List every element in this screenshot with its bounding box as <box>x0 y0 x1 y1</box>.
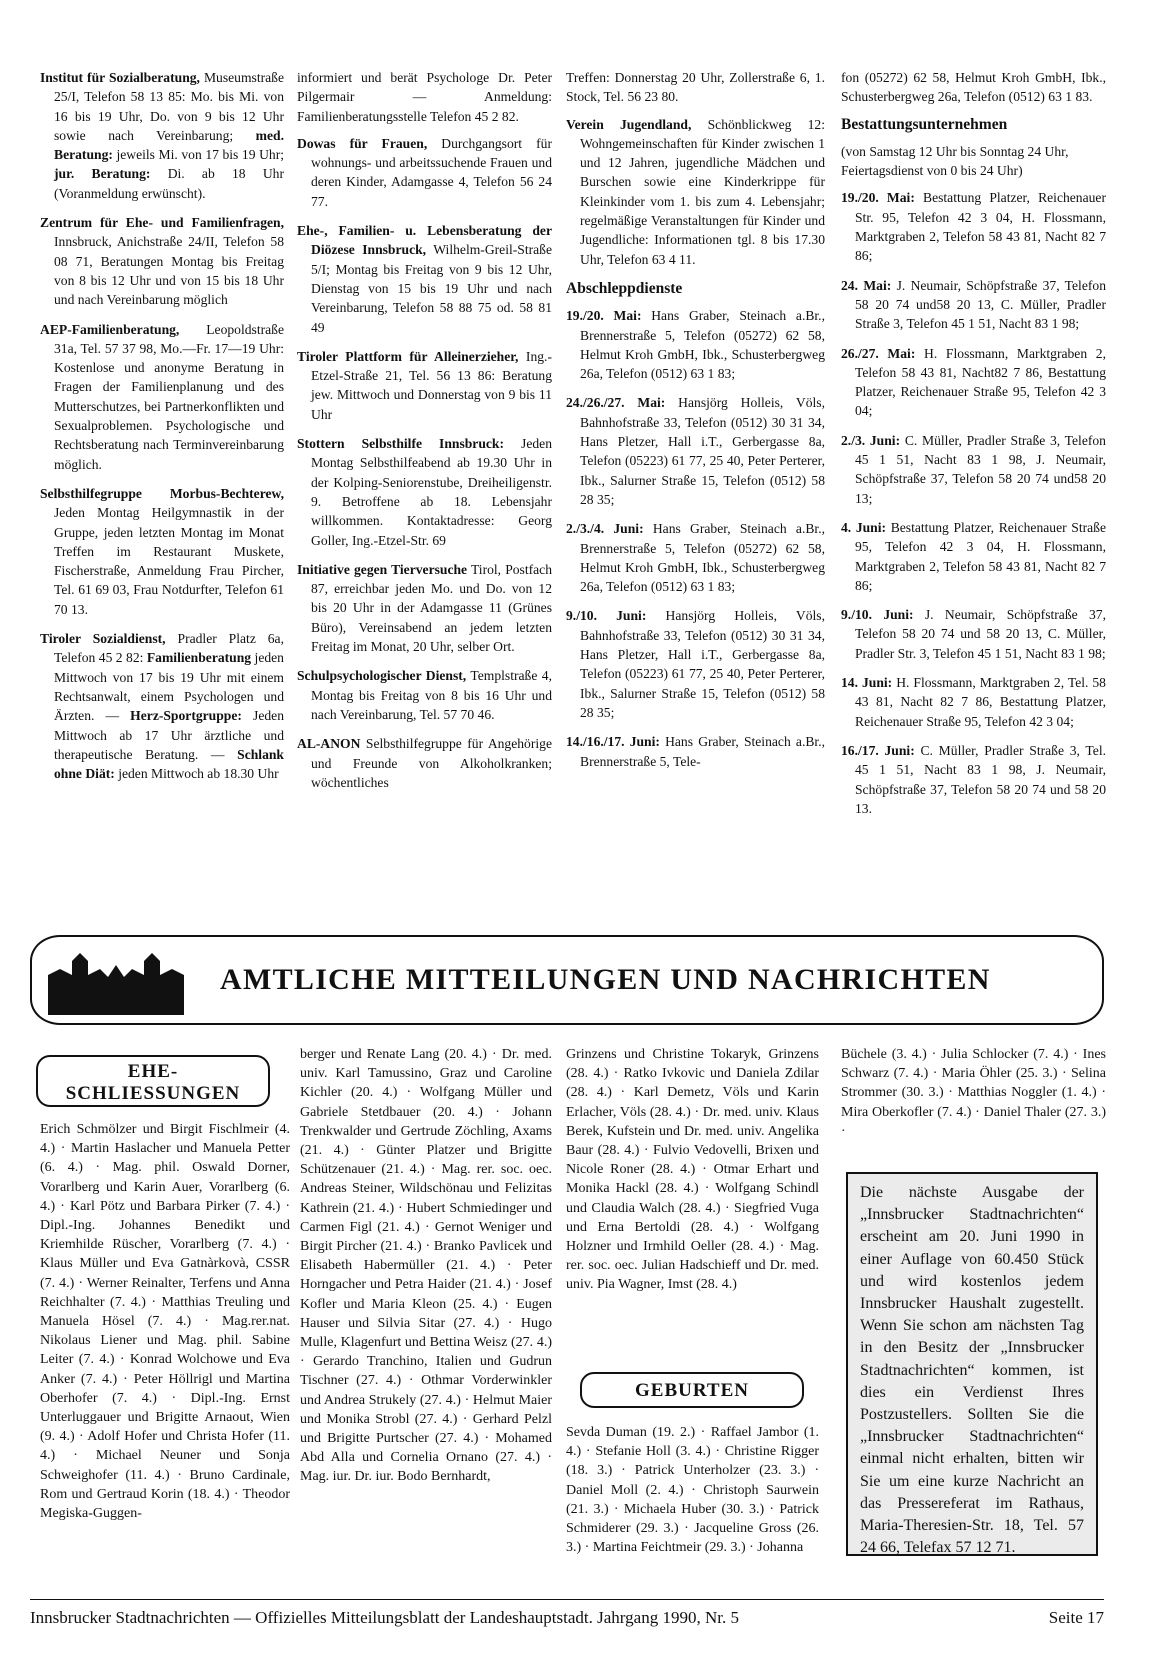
listing-text: Hansjörg Holleis, Völs, Bahnhofstraße 33, Telefon (0512) 30 31 34, Hans Pletzer, Hall i.T., Gerbergasse 8a, Telefon (05223) 61 77, 25 40, Peter Perterer, Ibk., Salurner Straße 15, Telefon (0512) 58 28 35; <box>580 395 825 507</box>
geburten-column-3 <box>566 1423 819 1565</box>
listing-entry <box>841 276 1106 334</box>
listing-text: informiert und berät Psychologe Dr. Peter Pilgermair — Anmeldung: Familienberatungsstelle Telefon 45 2 82. <box>297 70 552 124</box>
geburten-text-4: Büchele (3. 4.) · Julia Schlocker (7. 4.) · Ines Schwarz (7. 4.) · Maria Öhler (25. 3.) · Selina Strommer (30. 3.) · Matthias Noggler (1. 4.) · Mira Oberkofler (7. 4.) · Daniel Thaler (27. 3.) · <box>841 1047 1106 1139</box>
listing-text: Leopoldstraße 31a, Tel. 57 37 98, Mo.—Fr. 17—19 Uhr: Kostenlose und anonyme Beratung in Fragen der Familienplanung und des Mutterschutzes, bei Partnerkonflikten und Sexualproblemen. Psychologische und Rechtsberatung nach Terminvereinbarung möglich. <box>54 321 284 472</box>
ehe-column-2 <box>300 1045 552 1495</box>
listing-name: 26./27. Mai: <box>841 345 916 361</box>
page-number: Seite 17 <box>1048 1608 1104 1627</box>
listing-text: Hansjörg Holleis, Völs, Bahnhofstraße 33, Telefon (0512) 30 31 34, Hans Pletzer, Hall i.T., Gerbergasse 8a, Telefon (05223) 61 77, 25 40, Peter Perterer, Ibk., Salurner Straße 15, Telefon (0512) 58 28 35; <box>580 608 825 720</box>
listing-text: Templstraße 4, Montag bis Freitag von 8 bis 16 Uhr und nach Vereinbarung, Tel. 57 70 46. <box>311 668 552 722</box>
listing-name: Zentrum für Ehe- und Familienfragen, <box>40 215 284 231</box>
listing-name: 4. Juni: <box>841 519 887 535</box>
listing-entry <box>841 605 1106 663</box>
listing-text: Wilhelm-Greil-Straße 5/I; Montag bis Freitag von 9 bis 12 Uhr, Dienstag von 15 bis 19 Uhr und nach Vereinbarung, Telefon 58 88 75 od. 58 81 49 <box>311 242 553 335</box>
listing-name: Schulpsychologischer Dienst, <box>297 668 467 684</box>
listing-text: Pradler Platz 6a, Telefon 45 2 82: <box>54 631 284 666</box>
listing-text: Tirol, Postfach 87, erreichbar jeden Mo. und Do. von 12 bis 20 Uhr in der Adamgasse 11 (Grünes Büro), Vereinsabend an jedem letzten Freitag im Monat, 20 Uhr, selber Ort. <box>311 561 553 655</box>
listing-entry <box>297 221 552 337</box>
listing-text: fon (05272) 62 58, Helmut Kroh GmbH, Ibk., Schusterbergweg 26a, Telefon (0512) 63 1 83. <box>841 70 1106 105</box>
listing-entry <box>40 320 284 474</box>
ehe-column-3 <box>566 1045 819 1303</box>
listing-name: AL-ANON <box>297 736 361 752</box>
listing-name: Familienberatung <box>146 650 252 666</box>
listing-text: Hans Graber, Steinach a.Br., Brennerstraße 5, Telefon (05272) 62 58, Helmut Kroh GmbH, Ibk., Schusterbergweg 26a, Telefon (0512) 63 1 83; <box>580 521 825 595</box>
ehe-heading <box>36 1055 270 1107</box>
listing-text: H. Flossmann, Marktgraben 2, Telefon 58 43 81, Nacht82 7 86, Bestattung Platzer, Reichenauer Straße 95, Telefon 42 3 04; <box>855 345 1106 419</box>
ehe-heading-line2: SCHLIESSUNGEN <box>65 1083 241 1104</box>
next-issue-notice: Die nächste Ausgabe der „Innsbrucker Stadtnachrichten“ erscheint am 20. Juni 1990 in einer Auflage von 60.450 Stück und wird kostenlos jedem Innsbrucker Haushalt zugestellt. Wenn Sie schon am nächsten Tag in den Besitz der „Innsbrucker Stadtnachrichten“ kommen, ist dies ein Verdienst Ihres Postzustellers. Sollten Sie die „Innsbrucker Stadtnachrichten“ einmal nicht erhalten, bitten wir Sie um eine kurze Nachricht an das Pressereferat im Rathaus, Maria-Theresien-Str. 18, Tel. 57 24 66, Telefax 57 12 71. <box>846 1172 1098 1556</box>
note-paragraph: (von Samstag 12 Uhr bis Sonntag 24 Uhr, Feiertagsdienst von 0 bis 24 Uhr) <box>841 143 1069 179</box>
listing-entry <box>297 134 552 211</box>
listing-name: 24./26./27. Mai: <box>566 395 666 411</box>
listing-text: Hans Graber, Steinach a.Br., Brennerstraße 5, Tele- <box>580 734 825 769</box>
listing-entry <box>841 68 1106 107</box>
listing-name: 24. Mai: <box>841 277 892 293</box>
listing-name: AEP-Familienberatung, <box>40 321 180 337</box>
listing-text: Durchgangsort für wohnungs- und arbeitssuchende Frauen und deren Kinder, Adamgasse 4, Telefon 56 24 77. <box>311 135 552 209</box>
listing-entry <box>297 734 552 792</box>
listing-text: jeden Mittwoch von 17 bis 19 Uhr mit einem Rechtsanwalt, einem Psychologen und Ärzten. — <box>54 650 284 724</box>
listing-text: Bestattung Platzer, Reichenauer Straße 95, Telefon 42 3 04, H. Flossmann, Marktgraben 2, Telefon 58 43 81, Nacht 82 7 86; <box>855 519 1106 593</box>
footer-publication: Innsbrucker Stadtnachrichten — Offizielles Mitteilungsblatt der Landeshauptstadt. Jahrgang 1990, Nr. 5 <box>30 1608 739 1627</box>
listing-text: Treffen: Donnerstag 20 Uhr, Zollerstraße 6, 1. Stock, Tel. 56 23 80. <box>566 70 825 105</box>
listing-name: 14. Juni: <box>841 675 893 691</box>
listing-name: Verein Jugendland, <box>566 116 692 132</box>
ehe-text-3: Grinzens und Christine Tokaryk, Grinzens (28. 4.) · Ratko Ivkovic und Daniela Zdilar (28. 4.) · Karl Demetz, Völs und Karin Erlacher, Völs (28. 4.) · Dr. med. univ. Klaus Berek, Kufstein und Dr. med. univ. Angelika Baur (28. 4.) · Fulvio Vedovelli, Brixen und Nicole Roner (28. 4.) · Otmar Erhart und Monika Hackl (28. 4.) · Wolfgang Schindl und Claudia Walch (28. 4.) · Siegfried Vuga und Erna Bertoldi (28. 4.) · Wolfgang Holzner und Irmhild Oeller (28. 4.) · Mag. rer. soc. oec. Julian Hadschieff und Dr. med. univ. Pia Wagner, Imst (28. 4.) <box>566 1047 819 1293</box>
listing-text: Di. ab 18 Uhr (Voranmeldung erwünscht). <box>54 166 285 201</box>
section-banner <box>30 935 1104 1025</box>
listing-name: Institut für Sozialberatung, <box>40 70 200 85</box>
listing-entry <box>297 347 552 424</box>
listing-text: Schönblickweg 12: Wohngemeinschaften für Kinder zwischen 1 und 12 Jahren, jugendliche Mädchen und Burschen sowie eine Kinderkrippe für Kleinkinder vom 1. bis zum 4. Lebensjahr; regelmäßige Veranstaltungen für Kinder und Jugendliche: Informationen tgl. 8 bis 17.30 Uhr, Telefon 63 4 11. <box>580 116 826 267</box>
listing-text: Museumstraße 25/I, Telefon 58 13 85: Mo. bis Mi. von 16 bis 19 Uhr, Do. von 9 bis 12 Uhr sowie nach Vereinbarung; <box>54 70 284 143</box>
column-3 <box>566 68 825 781</box>
listing-name: 19./20. Mai: <box>841 190 915 206</box>
geburten-text-3: Sevda Duman (19. 2.) · Raffael Jambor (1. 4.) · Stefanie Holl (3. 4.) · Christine Rigger (18. 3.) · Patrick Unterholzer (23. 3.) · Daniel Moll (2. 4.) · Christoph Saurwein (21. 3.) · Michaela Huber (30. 3.) · Patrick Schmiderer (29. 3.) · Jacqueline Gross (26. 3.) · Martina Feichtmeir (29. 3.) · Johanna <box>566 1425 819 1556</box>
listing-text: H. Flossmann, Marktgraben 2, Tel. 58 43 81, Nacht 82 7 86, Bestattung Platzer, Reichenauer Straße 95, Telefon 42 3 04; <box>855 675 1106 729</box>
listing-name: Tiroler Plattform für Alleinerzieher, <box>297 348 519 364</box>
listing-text: J. Neumair, Schöpfstraße 37, Telefon 58 20 74 und 58 20 13, C. Müller, Pradler Str. 3, Telefon 45 1 51, Nacht 83 1 98; <box>855 607 1107 661</box>
footer-rule <box>30 1599 1104 1600</box>
listing-text: Jeden Mittwoch ab 17 Uhr ärztliche und therapeutische Beratung. — <box>54 708 284 762</box>
listing-text: C. Müller, Pradler Straße 3, Tel. 45 1 51, Nacht 83 1 98, J. Neumair, Schöpfstraße 37, Telefon 58 20 74 und 58 20 13. <box>855 742 1106 816</box>
listing-name: med. Beratung: <box>54 127 284 163</box>
listing-text: jeweils Mi. von 17 bis 19 Uhr; <box>112 147 284 163</box>
listing-name: 2./3./4. Juni: <box>566 521 644 537</box>
listing-entry <box>566 306 825 383</box>
listing-entry <box>40 484 284 619</box>
ehe-heading-line1: EHE- <box>127 1061 179 1082</box>
listing-entry <box>566 606 825 722</box>
geburten-heading: GEBURTEN <box>580 1372 804 1408</box>
listing-text: jeden Mittwoch ab 18.30 Uhr <box>114 766 279 782</box>
listing-name: Herz-Sportgruppe: <box>130 708 242 724</box>
listing-text: Bestattung Platzer, Reichenauer Str. 95, Telefon 42 3 04, H. Flossmann, Marktgraben 2, Telefon 58 43 81, Nacht 82 7 86; <box>855 190 1106 264</box>
listing-entry <box>566 519 825 596</box>
listing-entry <box>40 213 284 309</box>
ehe-text-2: berger und Renate Lang (20. 4.) · Dr. med. univ. Karl Tamussino, Graz und Caroline Kichler (20. 4.) · Wolfgang Müller und Gabriele Stetdbauer (20. 4.) · Johann Trenkwalder und Gertrude Zöchling, Axams (21. 4.) · Günter Platzer und Brigitte Schützenauer (21. 4.) · Mag. rer. soc. oec. Andreas Steiner, Wildschönau und Felizitas Kathrein (21. 4.) · Hubert Schmiedinger und Carmen Figl (21. 4.) · Gernot Weniger und Birgit Pircher (21. 4.) · Branko Pavlicek und Elisabeth Habermüller (21. 4.) · Peter Horngacher und Petra Haider (21. 4.) · Josef Kofler und Maria Kleon (25. 4.) · Eugen Hauser und Silvia Sitar (27. 4.) · Hugo Mulle, Klagenfurt und Bettina Weisz (27. 4.) · Gerardo Tranchino, Italien und Gudrun Tischner (27. 4.) · Othmar Vorderwinkler und Andrea Strukely (27. 4.) · Helmut Maier und Monika Strobl (27. 4.) · Gerhard Pelzl und Brigitte Purtscher (27. 4.) · Mohamed Abd Alla und Cornelia Ornano (27. 4.) · Mag. iur. Dr. iur. Bodo Bernhardt, <box>300 1047 552 1485</box>
listing-entry <box>841 431 1106 508</box>
ehe-text-1: Erich Schmölzer und Birgit Fischlmeir (4. 4.) · Martin Haslacher und Manuela Petter (6. 4.) · Mag. phil. Oswald Dorner, Vorarlberg und Karin Auer, Vorarlberg (6. 4.) · Karl Pötz und Barbara Pirker (7. 4.) · Dipl.-Ing. Johannes Benedikt und Kriemhilde Rüscher, Vorarlberg (7. 4.) · Klaus Müller und Eva Gatnàrkovà, CSSR (7. 4.) · Werner Reinalter, Terfens und Anna Reichhalter (7. 4.) · Matthias Treuling und Manuela Hösel (7. 4.) · Mag.rer.nat. Nikolaus Liener und Mag. phil. Sabine Leiter (7. 4.) · Konrad Wolchowe und Eva Anker (7. 4.) · Peter Höllrigl und Martina Oberhofer (7. 4.) · Dipl.-Ing. Ernst Unterluggauer und Brigitte Arnaout, Wien (9. 4.) · Adolf Hofer und Christa Hofer (11. 4.) · Michael Neuner und Sonja Schweighofer (11. 4.) · Bruno Cardinale, Rom und Gertraud Korin (18. 4.) · Theodor Megiska-Guggen- <box>40 1122 290 1522</box>
listing-text: Hans Graber, Steinach a.Br., Brennerstraße 5, Telefon (05272) 62 58, Helmut Kroh GmbH, Ibk., Schusterbergweg 26a, Telefon (0512) 63 1 83; <box>580 308 825 382</box>
listing-name: Dowas für Frauen, <box>297 135 428 151</box>
listing-entry <box>566 68 825 107</box>
listing-entry <box>841 673 1106 731</box>
listing-text: Ing.-Etzel-Straße 21, Tel. 56 13 86: Beratung jew. Mittwoch und Donnerstag von 9 bis 11 Uhr <box>311 348 552 422</box>
listing-entry <box>841 741 1106 818</box>
listing-entry <box>297 434 552 550</box>
listing-name: 19./20. Mai: <box>566 308 642 324</box>
listing-text: Jeden Montag Heilgymnastik in der Gruppe, jeden letzten Montag im Monat Treffen im Restaurant Muskete, Fischerstraße, Anmeldung Frau Pircher, Tel. 61 69 03, Frau Notdurfter, Telefon 61 70 13. <box>54 505 284 617</box>
section-heading: Abschleppdienste <box>566 279 683 297</box>
listing-name: Ehe-, Familien- u. Lebensberatung der Diözese Innsbruck, <box>297 223 552 258</box>
listing-entry <box>40 68 284 203</box>
listing-name: 16./17. Juni: <box>841 742 915 758</box>
banner-title: AMTLICHE MITTEILUNGEN UND NACHRICHTEN <box>220 963 991 996</box>
column-1 <box>40 68 284 793</box>
listing-name: 14./16./17. Juni: <box>566 734 660 750</box>
listing-entry <box>841 518 1106 595</box>
listing-name: Selbsthilfegruppe Morbus-Bechterew, <box>40 485 284 501</box>
city-rooftops-logo <box>46 947 186 1017</box>
listing-text: Innsbruck, Anichstraße 24/II, Telefon 58 08 71, Beratungen Montag bis Freitag von 8 bis 12 Uhr und von 15 bis 18 Uhr und nach Vereinbarung möglich <box>54 234 284 308</box>
listing-entry <box>297 68 552 126</box>
listing-entry <box>40 629 284 783</box>
listing-entry <box>297 560 552 656</box>
ehe-column-1 <box>40 1120 290 1531</box>
geburten-column-4 <box>841 1045 1106 1149</box>
listing-name: Stottern Selbsthilfe Innsbruck: <box>297 436 505 452</box>
listing-text: Selbsthilfegruppe für Angehörige und Freunde von Alkoholkranken; wöchentliches <box>311 736 552 790</box>
listing-text: C. Müller, Pradler Straße 3, Telefon 45 1 51, Nacht 83 1 98, J. Neumair, Schöpfstraße 37, Telefon 58 20 74 und58 20 13; <box>855 432 1106 506</box>
listing-name: Schlank ohne Diät: <box>54 746 284 782</box>
listing-text: Jeden Montag Selbsthilfeabend ab 19.30 Uhr in der Kolping-Seniorenstube, Dreiheiligenstr. 9. Betroffene ab 18. Lebensjahr willkommen. Kontaktadresse: Georg Goller, Ing.-Etzel-Str. 69 <box>311 436 552 548</box>
column-4 <box>841 68 1106 828</box>
listing-name: 2./3. Juni: <box>841 432 901 448</box>
listing-name: Tiroler Sozialdienst, <box>40 631 166 647</box>
listing-entry <box>841 344 1106 421</box>
listing-entry <box>841 188 1106 265</box>
section-heading: Bestattungsunternehmen <box>841 115 1008 133</box>
listing-entry <box>297 666 552 724</box>
listing-entry <box>566 115 825 269</box>
listing-entry <box>566 393 825 509</box>
listing-name: 9./10. Juni: <box>566 608 647 624</box>
listing-entry <box>566 732 825 771</box>
listing-name: jur. Beratung: <box>54 166 151 182</box>
listing-name: 9./10. Juni: <box>841 607 914 623</box>
listing-name: Initiative gegen Tierversuche <box>297 561 468 577</box>
listing-text: J. Neumair, Schöpfstraße 37, Telefon 58 20 74 und58 20 13, C. Müller, Pradler Straße 3, Telefon 45 1 51, Nacht 83 1 98; <box>855 277 1106 332</box>
column-2 <box>297 68 552 802</box>
